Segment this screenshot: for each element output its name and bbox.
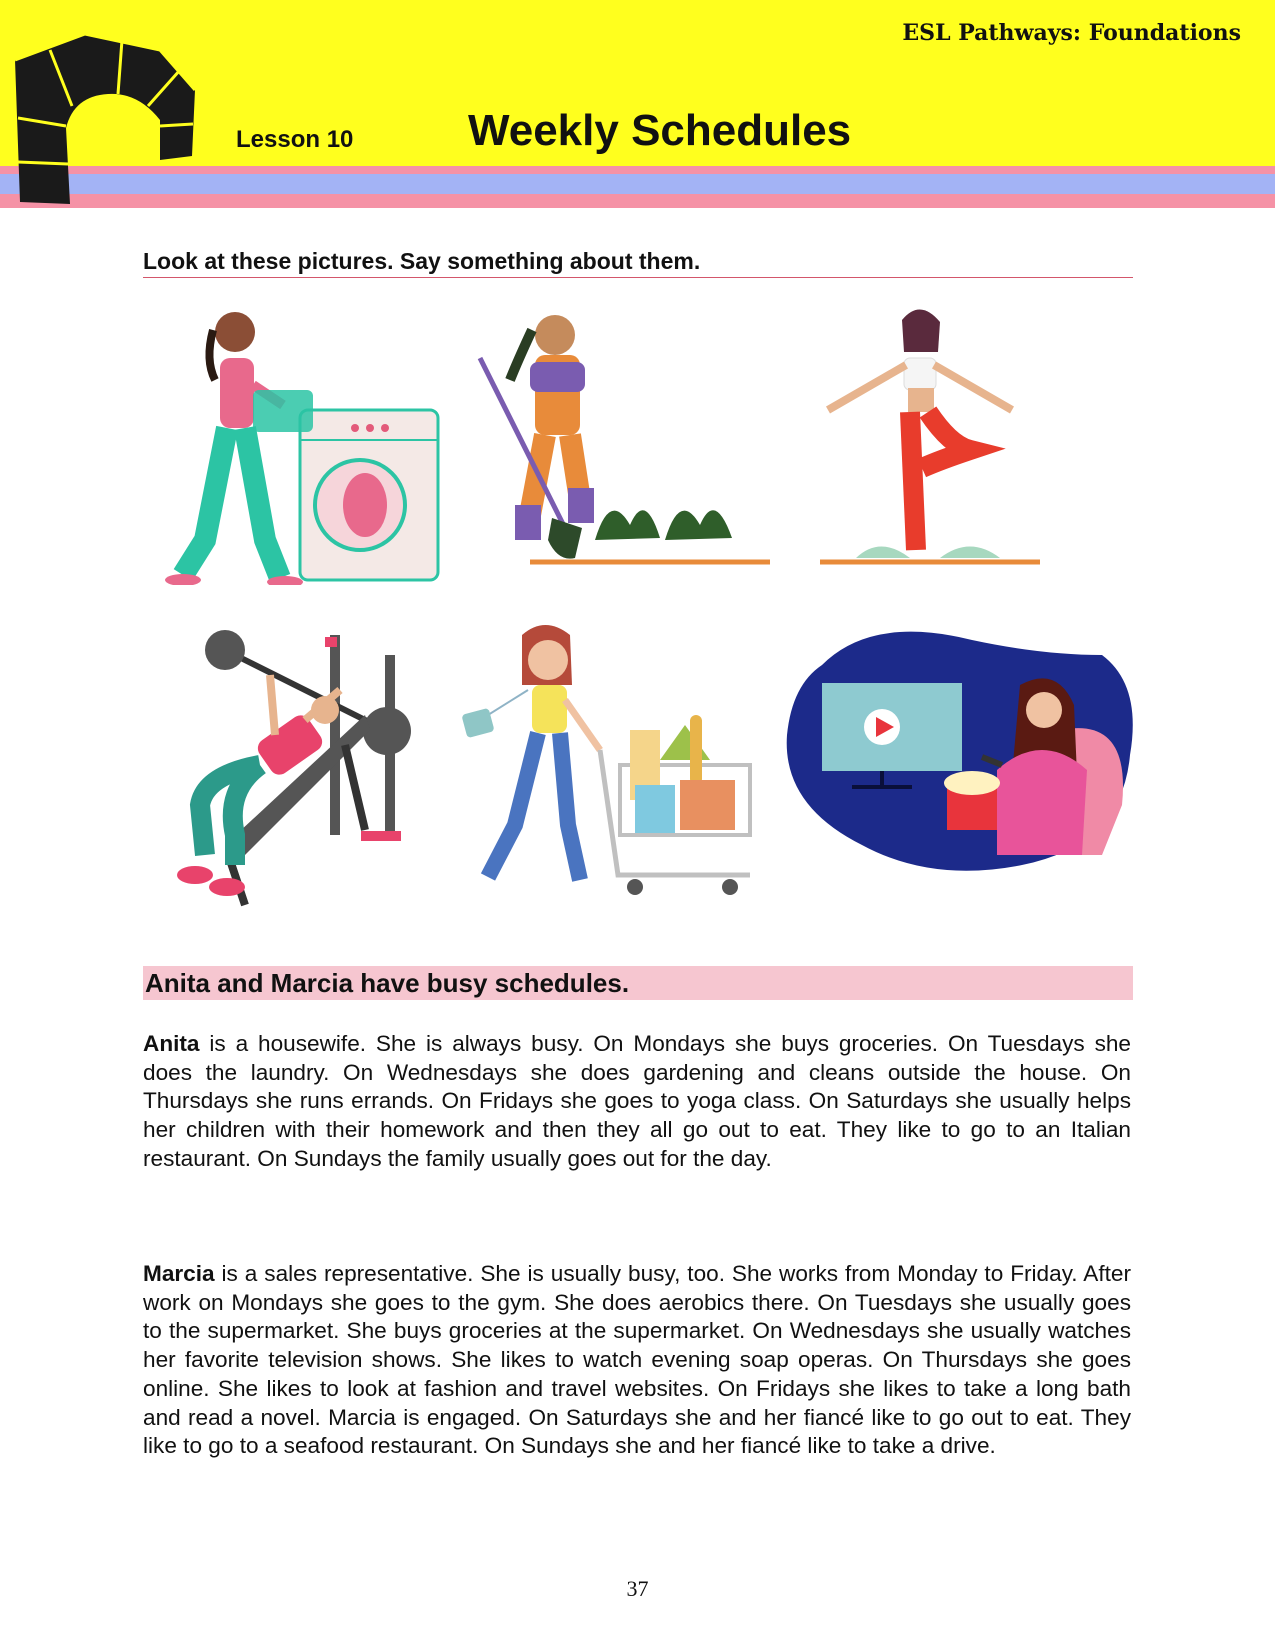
arch-logo-icon <box>10 28 200 210</box>
paragraph-anita <box>143 1030 1131 1174</box>
gardening-illustration-icon <box>470 300 770 570</box>
page-title: Weekly Schedules <box>468 106 852 155</box>
grocery-shopping-illustration-icon <box>460 615 780 900</box>
weightlifting-illustration-icon <box>165 615 425 915</box>
page-number: 37 <box>626 1576 649 1601</box>
series-title: ESL Pathways: Foundations <box>902 20 1241 46</box>
paragraph-marcia <box>143 1260 1131 1461</box>
section-heading: Anita and Marcia have busy schedules. <box>143 966 1133 1000</box>
lesson-label: Lesson 10 <box>236 126 354 153</box>
watching-tv-illustration-icon <box>782 625 1137 880</box>
paragraph-text: is a sales representative. She is usually busy, too. She works from Monday to Friday. After work on Mondays she goes to the gym. She does aerobics there. On Tuesdays she usually goes to the supermarket. She buys groceries at the supermarket. On Wednesdays she usually watches her favorite television shows. She likes to watch evening soap operas. On Thursdays she goes online. She likes to look at fashion and travel websites. On Fridays she likes to take a long bath and read a novel. Marcia is engaged. On Saturdays she and her fiancé like to go out to eat. They like to go to a seafood restaurant. On Sundays she and her fiancé like to take a drive. <box>143 1261 1131 1459</box>
paragraph-name: Anita <box>143 1031 200 1056</box>
instruction-heading: Look at these pictures. Say something about them. <box>143 248 1133 278</box>
paragraph-text: is a housewife. She is always busy. On Mondays she buys groceries. On Tuesdays she does the laundry. On Wednesdays she does gardening and cleans outside the house. On Thursdays she runs errands. On Fridays she goes to yoga class. On Saturdays she usually helps her children with their homework and then they all go out to eat. They like to go to an Italian restaurant. On Sundays the family usually goes out for the day. <box>143 1031 1131 1171</box>
laundry-illustration-icon <box>165 300 445 585</box>
paragraph-name: Marcia <box>143 1261 215 1286</box>
yoga-illustration-icon <box>820 300 1040 570</box>
